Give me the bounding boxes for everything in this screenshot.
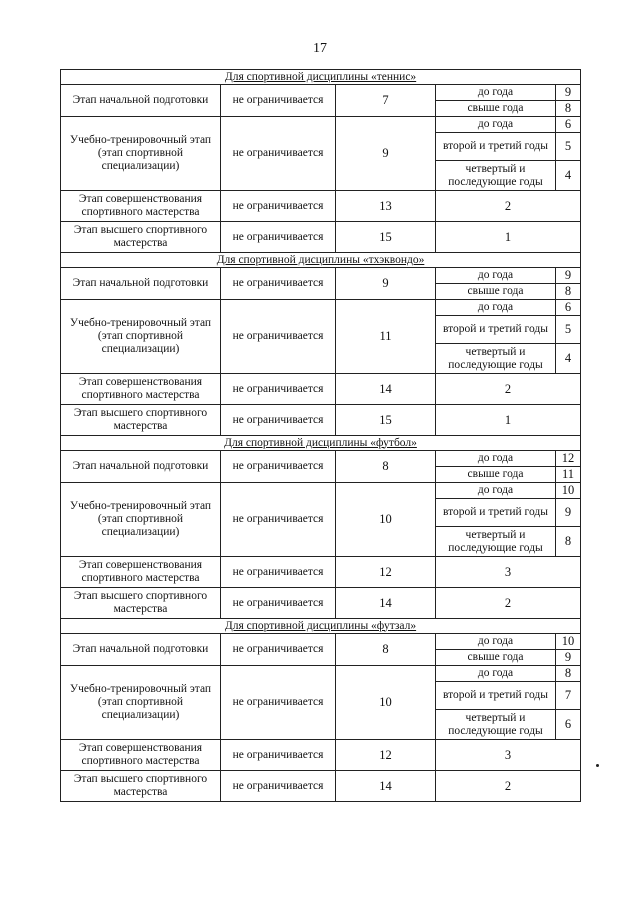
age-cell: 11 <box>336 300 436 374</box>
section-title: Для спортивной дисциплины «теннис» <box>61 70 581 85</box>
stage-row <box>61 300 581 316</box>
stage-row <box>61 117 581 133</box>
stage-name: Этап совершенствования спортивного мастерства <box>61 374 221 405</box>
value-cell: 2 <box>436 588 581 619</box>
period-cell: четвертый и последующие годы <box>436 344 556 374</box>
value-cell: 2 <box>436 771 581 802</box>
value-cell: 6 <box>556 300 581 316</box>
section-header-row <box>61 253 581 268</box>
stage-name: Этап высшего спортивного мастерства <box>61 588 221 619</box>
value-cell: 7 <box>556 682 581 710</box>
period-cell: до года <box>436 483 556 499</box>
scan-speck <box>596 764 599 767</box>
value-cell: 5 <box>556 133 581 161</box>
stage-name: Этап начальной подготовки <box>61 634 221 666</box>
stage-row <box>61 374 581 405</box>
period-cell: второй и третий годы <box>436 499 556 527</box>
stage-row <box>61 451 581 467</box>
period-cell: до года <box>436 268 556 284</box>
value-cell: 9 <box>556 499 581 527</box>
stage-row <box>61 191 581 222</box>
limit-cell: не ограничивается <box>221 374 336 405</box>
value-cell: 8 <box>556 666 581 682</box>
limit-cell: не ограничивается <box>221 117 336 191</box>
value-cell: 12 <box>556 451 581 467</box>
value-cell: 10 <box>556 634 581 650</box>
period-cell: свыше года <box>436 101 556 117</box>
stage-name: Этап высшего спортивного мастерства <box>61 222 221 253</box>
limit-cell: не ограничивается <box>221 85 336 117</box>
stage-name: Этап высшего спортивного мастерства <box>61 771 221 802</box>
period-cell: до года <box>436 300 556 316</box>
period-cell: свыше года <box>436 650 556 666</box>
stage-name: Этап совершенствования спортивного мастерства <box>61 191 221 222</box>
limit-cell: не ограничивается <box>221 588 336 619</box>
period-cell: второй и третий годы <box>436 316 556 344</box>
value-cell: 1 <box>436 405 581 436</box>
period-cell: свыше года <box>436 284 556 300</box>
section-title: Для спортивной дисциплины «тхэквондо» <box>61 253 581 268</box>
stage-row <box>61 666 581 682</box>
stage-name: Этап совершенствования спортивного мастерства <box>61 740 221 771</box>
period-cell: до года <box>436 117 556 133</box>
section-header-row <box>61 619 581 634</box>
limit-cell: не ограничивается <box>221 666 336 740</box>
section-header-row <box>61 436 581 451</box>
stage-name: Этап совершенствования спортивного мастерства <box>61 557 221 588</box>
age-cell: 15 <box>336 222 436 253</box>
section-header-row <box>61 70 581 85</box>
age-cell: 7 <box>336 85 436 117</box>
age-cell: 10 <box>336 483 436 557</box>
value-cell: 6 <box>556 117 581 133</box>
stage-row <box>61 405 581 436</box>
period-cell: четвертый и последующие годы <box>436 527 556 557</box>
age-cell: 12 <box>336 740 436 771</box>
value-cell: 2 <box>436 191 581 222</box>
limit-cell: не ограничивается <box>221 557 336 588</box>
page-number: 17 <box>313 41 327 56</box>
value-cell: 8 <box>556 527 581 557</box>
limit-cell: не ограничивается <box>221 268 336 300</box>
period-cell: второй и третий годы <box>436 133 556 161</box>
age-cell: 14 <box>336 771 436 802</box>
age-cell: 13 <box>336 191 436 222</box>
value-cell: 8 <box>556 101 581 117</box>
age-cell: 8 <box>336 451 436 483</box>
age-cell: 8 <box>336 634 436 666</box>
period-cell: свыше года <box>436 467 556 483</box>
age-cell: 10 <box>336 666 436 740</box>
stage-name: Учебно-тренировочный этап (этап спортивной специализации) <box>61 117 221 191</box>
limit-cell: не ограничивается <box>221 405 336 436</box>
period-cell: четвертый и последующие годы <box>436 161 556 191</box>
age-cell: 9 <box>336 117 436 191</box>
stage-row <box>61 222 581 253</box>
stage-row <box>61 85 581 101</box>
stage-name: Этап начальной подготовки <box>61 85 221 117</box>
stage-name: Учебно-тренировочный этап (этап спортивной специализации) <box>61 300 221 374</box>
value-cell: 5 <box>556 316 581 344</box>
value-cell: 1 <box>436 222 581 253</box>
period-cell: до года <box>436 451 556 467</box>
limit-cell: не ограничивается <box>221 191 336 222</box>
stage-row <box>61 740 581 771</box>
value-cell: 3 <box>436 557 581 588</box>
limit-cell: не ограничивается <box>221 451 336 483</box>
stage-row <box>61 557 581 588</box>
value-cell: 8 <box>556 284 581 300</box>
value-cell: 9 <box>556 268 581 284</box>
period-cell: до года <box>436 666 556 682</box>
stage-row <box>61 588 581 619</box>
section-title: Для спортивной дисциплины «футбол» <box>61 436 581 451</box>
limit-cell: не ограничивается <box>221 222 336 253</box>
limit-cell: не ограничивается <box>221 483 336 557</box>
stage-name: Учебно-тренировочный этап (этап спортивной специализации) <box>61 666 221 740</box>
limit-cell: не ограничивается <box>221 740 336 771</box>
value-cell: 10 <box>556 483 581 499</box>
value-cell: 4 <box>556 161 581 191</box>
stage-row <box>61 268 581 284</box>
value-cell: 4 <box>556 344 581 374</box>
value-cell: 9 <box>556 85 581 101</box>
value-cell: 6 <box>556 710 581 740</box>
age-cell: 14 <box>336 374 436 405</box>
period-cell: четвертый и последующие годы <box>436 710 556 740</box>
value-cell: 2 <box>436 374 581 405</box>
section-title: Для спортивной дисциплины «футзал» <box>61 619 581 634</box>
age-cell: 9 <box>336 268 436 300</box>
period-cell: до года <box>436 85 556 101</box>
period-cell: до года <box>436 634 556 650</box>
age-cell: 14 <box>336 588 436 619</box>
stage-name: Этап начальной подготовки <box>61 268 221 300</box>
limit-cell: не ограничивается <box>221 634 336 666</box>
value-cell: 11 <box>556 467 581 483</box>
stage-name: Учебно-тренировочный этап (этап спортивной специализации) <box>61 483 221 557</box>
period-cell: второй и третий годы <box>436 682 556 710</box>
value-cell: 3 <box>436 740 581 771</box>
age-cell: 12 <box>336 557 436 588</box>
stage-row <box>61 634 581 650</box>
value-cell: 9 <box>556 650 581 666</box>
stage-row <box>61 771 581 802</box>
age-cell: 15 <box>336 405 436 436</box>
limit-cell: не ограничивается <box>221 771 336 802</box>
sports-stages-table <box>60 69 581 802</box>
limit-cell: не ограничивается <box>221 300 336 374</box>
stage-row <box>61 483 581 499</box>
stage-name: Этап высшего спортивного мастерства <box>61 405 221 436</box>
stage-name: Этап начальной подготовки <box>61 451 221 483</box>
